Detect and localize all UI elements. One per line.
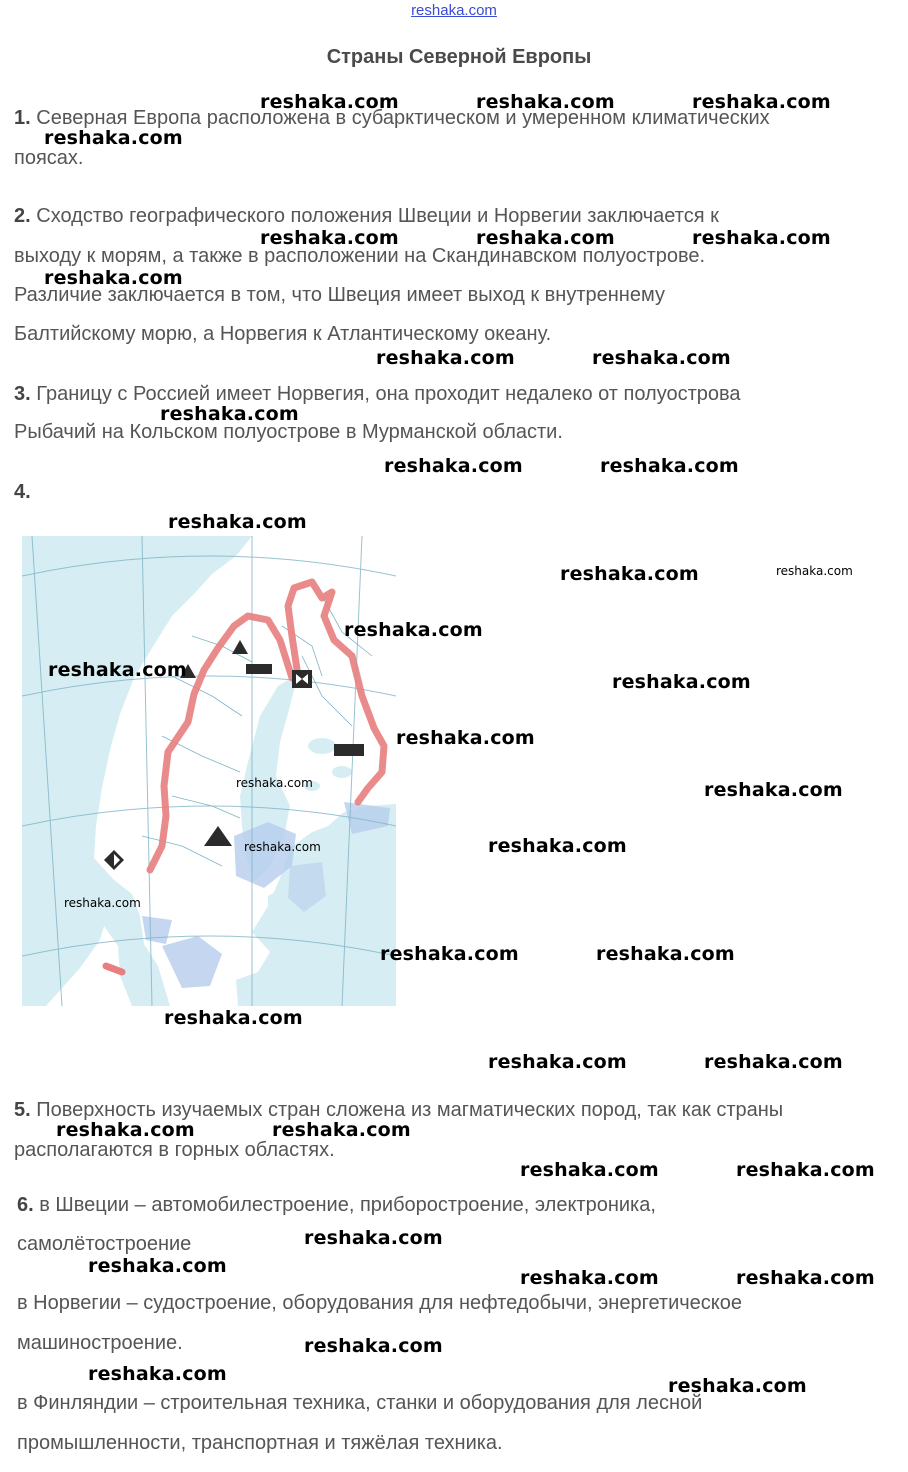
answer-3-number: 3. [14, 383, 31, 405]
watermark: reshaka.com [520, 1267, 659, 1289]
answer-2-number: 2. [14, 205, 31, 227]
watermark: reshaka.com [160, 403, 299, 425]
answer-5-line-1: 5. Поверхность изучаемых стран сложена из магматических пород, так как страны [14, 1099, 784, 1121]
watermark: reshaka.com [384, 455, 523, 477]
watermark: reshaka.com [476, 91, 615, 113]
answer-2-line-2: выходу к морям, а также в расположении на Скандинавском полуострове. [14, 245, 706, 267]
watermark: reshaka.com [612, 671, 751, 693]
watermark: reshaka.com [376, 347, 515, 369]
watermark: reshaka.com [704, 779, 843, 801]
answer-6-line-2: самолётостроение [17, 1233, 192, 1255]
answer-6-line-6: промышленности, транспортная и тяжёлая техника. [17, 1432, 503, 1454]
answer-2-line-4: Балтийскому морю, а Норвегия к Атлантическому океану. [14, 323, 552, 345]
hourglass-symbol [292, 670, 312, 688]
answer-6-line-1: 6. в Швеции – автомобилестроение, приборостроение, электроника, [17, 1194, 656, 1216]
answer-5-number: 5. [14, 1099, 31, 1121]
watermark: reshaka.com [88, 1255, 227, 1277]
watermark: reshaka.com [380, 943, 519, 965]
watermark: reshaka.com [560, 563, 699, 585]
answer-1-line-1: 1. Северная Европа расположена в субарктическом и умеренном климатических [14, 107, 770, 129]
watermark: reshaka.com [304, 1227, 443, 1249]
watermark: reshaka.com [488, 835, 627, 857]
watermark: reshaka.com [260, 227, 399, 249]
answer-3-line-1: 3. Границу с Россией имеет Норвегия, она проходит недалеко от полуострова [14, 383, 741, 405]
answer-6-number: 6. [17, 1194, 34, 1216]
watermark: reshaka.com [704, 1051, 843, 1073]
answer-3-line-2: Рыбачий на Кольском полуострове в Мурманской области. [14, 421, 563, 443]
answer-2-line-1: 2. Сходство географического положения Швеции и Норвегии заключается к [14, 205, 719, 227]
watermark: reshaka.com [44, 127, 183, 149]
answer-1-number: 1. [14, 107, 31, 129]
watermark: reshaka.com [168, 511, 307, 533]
watermark: reshaka.com [476, 227, 615, 249]
watermark: reshaka.com [668, 1375, 807, 1397]
watermark: reshaka.com [520, 1159, 659, 1181]
answer-4-line-1 [14, 481, 31, 504]
watermark: reshaka.com [596, 943, 735, 965]
watermark: reshaka.com [48, 659, 187, 681]
watermark-small: reshaka.com [64, 896, 141, 910]
watermark: reshaka.com [600, 455, 739, 477]
watermark: reshaka.com [396, 727, 535, 749]
watermark: reshaka.com [164, 1007, 303, 1029]
answer-4-number: 4. [14, 481, 31, 503]
watermark: reshaka.com [344, 619, 483, 641]
site-link[interactable]: reshaka.com [411, 2, 497, 19]
watermark: reshaka.com [736, 1159, 875, 1181]
scandinavia-map [22, 536, 396, 1006]
watermark: reshaka.com [488, 1051, 627, 1073]
watermark-small: reshaka.com [236, 776, 313, 790]
watermark-small: reshaka.com [244, 840, 321, 854]
answer-5-line-2: располагаются в горных областях. [14, 1139, 335, 1161]
page-title: Страны Северной Европы [326, 46, 592, 68]
watermark: reshaka.com [592, 347, 731, 369]
watermark: reshaka.com [56, 1119, 195, 1141]
watermark: reshaka.com [692, 227, 831, 249]
watermark: reshaka.com [272, 1119, 411, 1141]
answer-1-line-2: поясах. [14, 147, 84, 169]
answer-2-line-3: Различие заключается в том, что Швеция имеет выход к внутреннему [14, 284, 665, 306]
watermark: reshaka.com [260, 91, 399, 113]
watermark-small: reshaka.com [776, 564, 853, 578]
watermark: reshaka.com [736, 1267, 875, 1289]
watermark: reshaka.com [88, 1363, 227, 1385]
watermark: reshaka.com [304, 1335, 443, 1357]
watermark: reshaka.com [44, 267, 183, 289]
answer-6-line-3: в Норвегии – судостроение, оборудования для нефтедобычи, энергетическое [17, 1292, 742, 1314]
answer-6-line-5: в Финляндии – строительная техника, станки и оборудования для лесной [17, 1392, 703, 1414]
answer-6-line-4: машиностроение. [17, 1332, 183, 1354]
watermark: reshaka.com [692, 91, 831, 113]
